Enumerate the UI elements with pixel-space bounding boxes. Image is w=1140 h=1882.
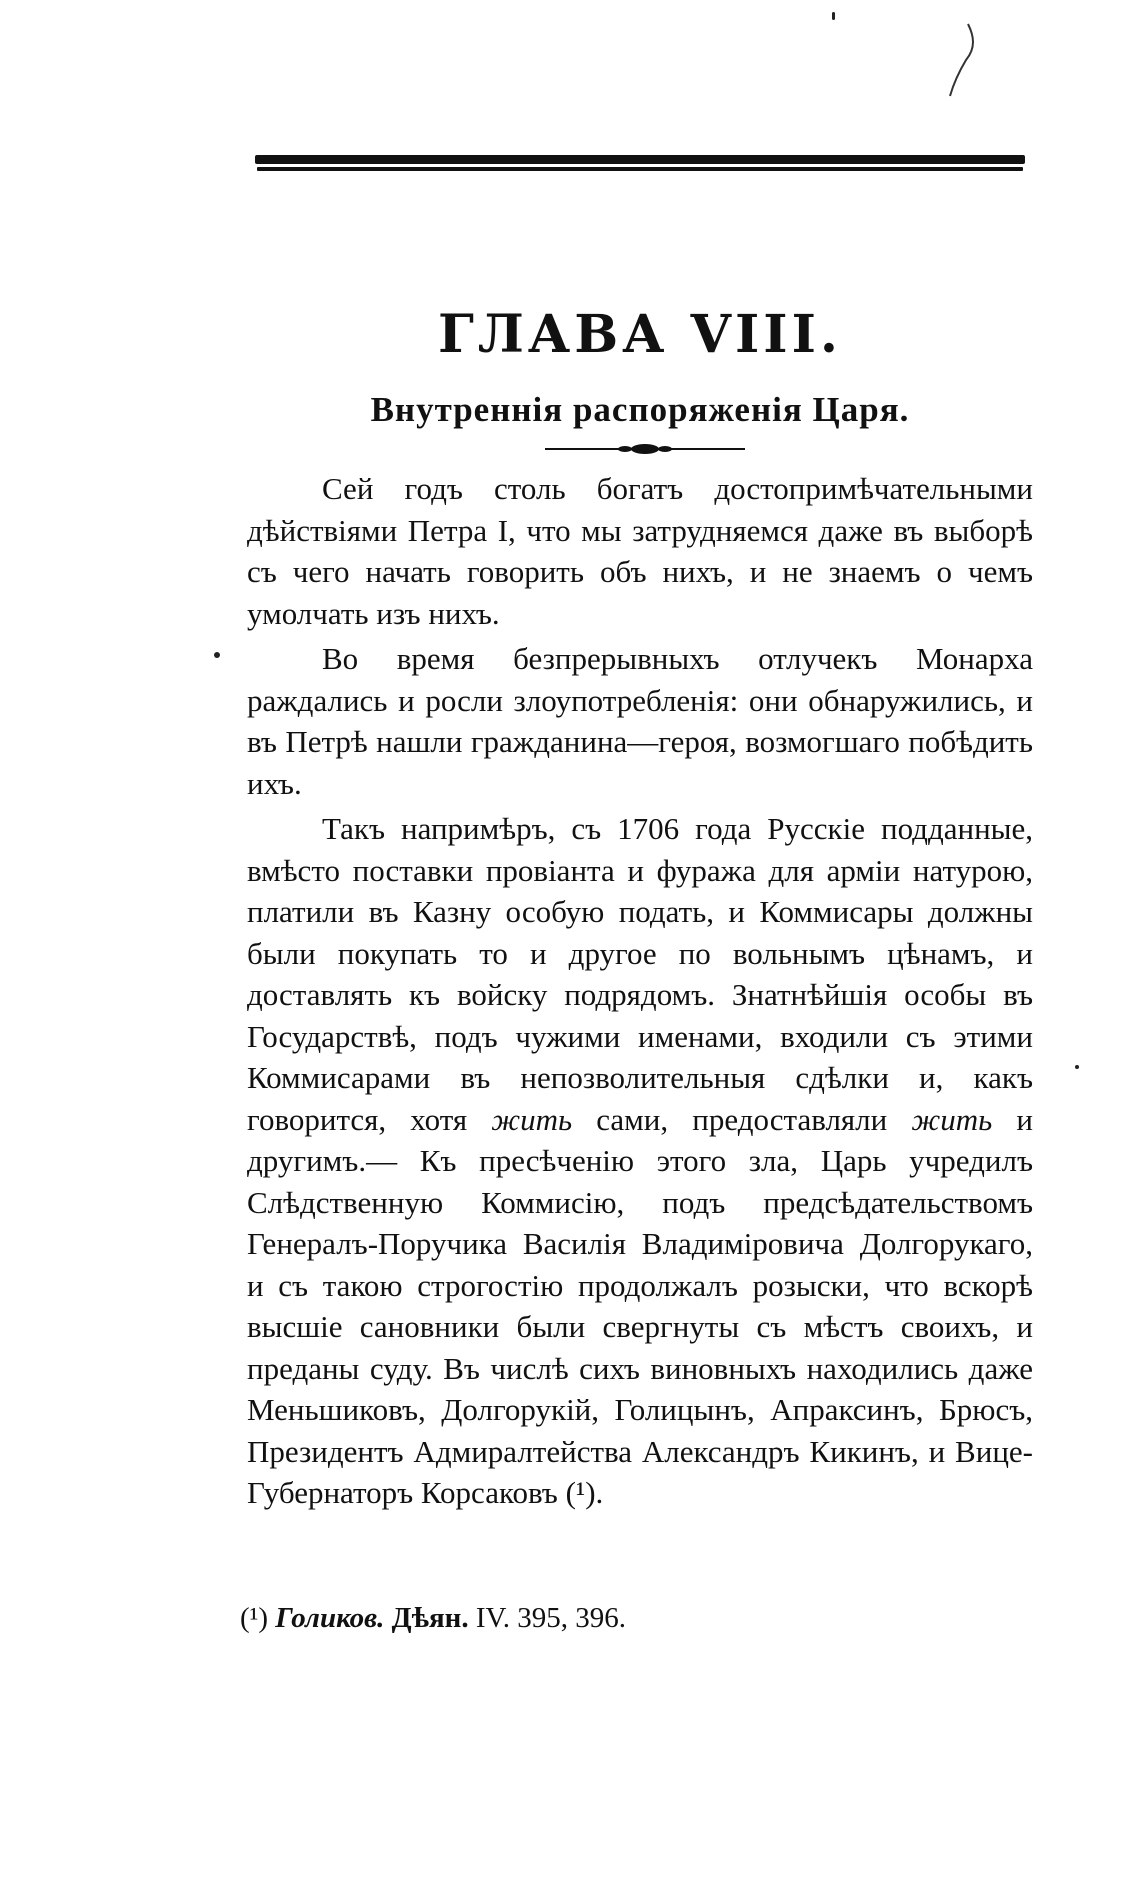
paragraph-3-part-3: и другимъ.— Къ пресѣченію этого зла, Царь учредилъ Слѣдственную Коммисію, подъ предсѣдательствомъ Генералъ-Поручика Василія Владиміровича Долгорукаго, и съ такою строгостію продолжалъ розыски, что вскорѣ высшіе сановники были свергнуты съ мѣстъ своихъ, и преданы суду. Въ числѣ сихъ виновныхъ находились даже Меньшиковъ, Долгорукій, Голицынъ, Апраксинъ, Брюсъ, Президентъ Адмиралтейства Александръ Кикинъ, и Вице-Губернаторъ Корсаковъ	[247, 1101, 1033, 1510]
footnote-author: Голиков.	[275, 1602, 385, 1634]
paragraph-3	[247, 808, 1033, 1514]
top-rule-thin	[257, 167, 1023, 171]
paragraph-3-part-1: Такъ напримѣръ, съ 1706 года Русскіе подданные, вмѣсто поставки провіанта и фуража для арміи натурою, платили въ Казну особую подать, и Коммисары должны были покупать то и другое по вольнымъ цѣнамъ, и доставлять къ войску подрядомъ. Знатнѣйшія особы въ Государствѣ, подъ чужими именами, входили съ этими Коммисарами въ непозволительныя сдѣлки и, какъ говорится, хотя	[247, 811, 1033, 1137]
paragraph-3-part-2: сами, предоставляли	[572, 1101, 912, 1137]
paragraph-3-italic-1: жить	[491, 1101, 573, 1137]
footnote-work: Дѣян.	[391, 1602, 469, 1634]
paragraph-3-italic-2: жить	[911, 1101, 993, 1137]
footnote-marker: (¹)	[240, 1602, 269, 1634]
pen-mark	[940, 20, 980, 100]
paragraph-3-end: .	[595, 1475, 604, 1510]
top-rule-thick	[255, 155, 1025, 164]
ink-speck	[832, 12, 835, 20]
chapter-subtitle: Внутреннія распоряженія Царя.	[370, 390, 910, 429]
ink-speck	[214, 652, 220, 658]
top-double-rule	[255, 155, 1025, 173]
main-text	[247, 468, 1033, 1518]
chapter-title: ГЛАВА VIII.	[437, 304, 843, 365]
paragraph-1: Сей годъ столь богатъ достопримѣчательными дѣйствіями Петра I, что мы затрудняемся даже въ выборѣ съ чего начать говорить объ нихъ, и не знаемъ о чемъ умолчать изъ нихъ.	[247, 471, 1033, 631]
paragraph-2: Во время безпрерывныхъ отлучекъ Монарха раждались и росли злоупотребленія: они обнаружились, и въ Петрѣ нашли гражданина—героя, возмогшаго побѣдить ихъ.	[247, 641, 1033, 801]
footnote	[240, 1598, 626, 1638]
ornament-divider	[545, 442, 745, 456]
ink-speck	[1075, 1065, 1079, 1069]
footnote-reference-pages: IV. 395, 396.	[475, 1602, 627, 1634]
footnote-reference[interactable]: (¹)	[565, 1475, 596, 1510]
